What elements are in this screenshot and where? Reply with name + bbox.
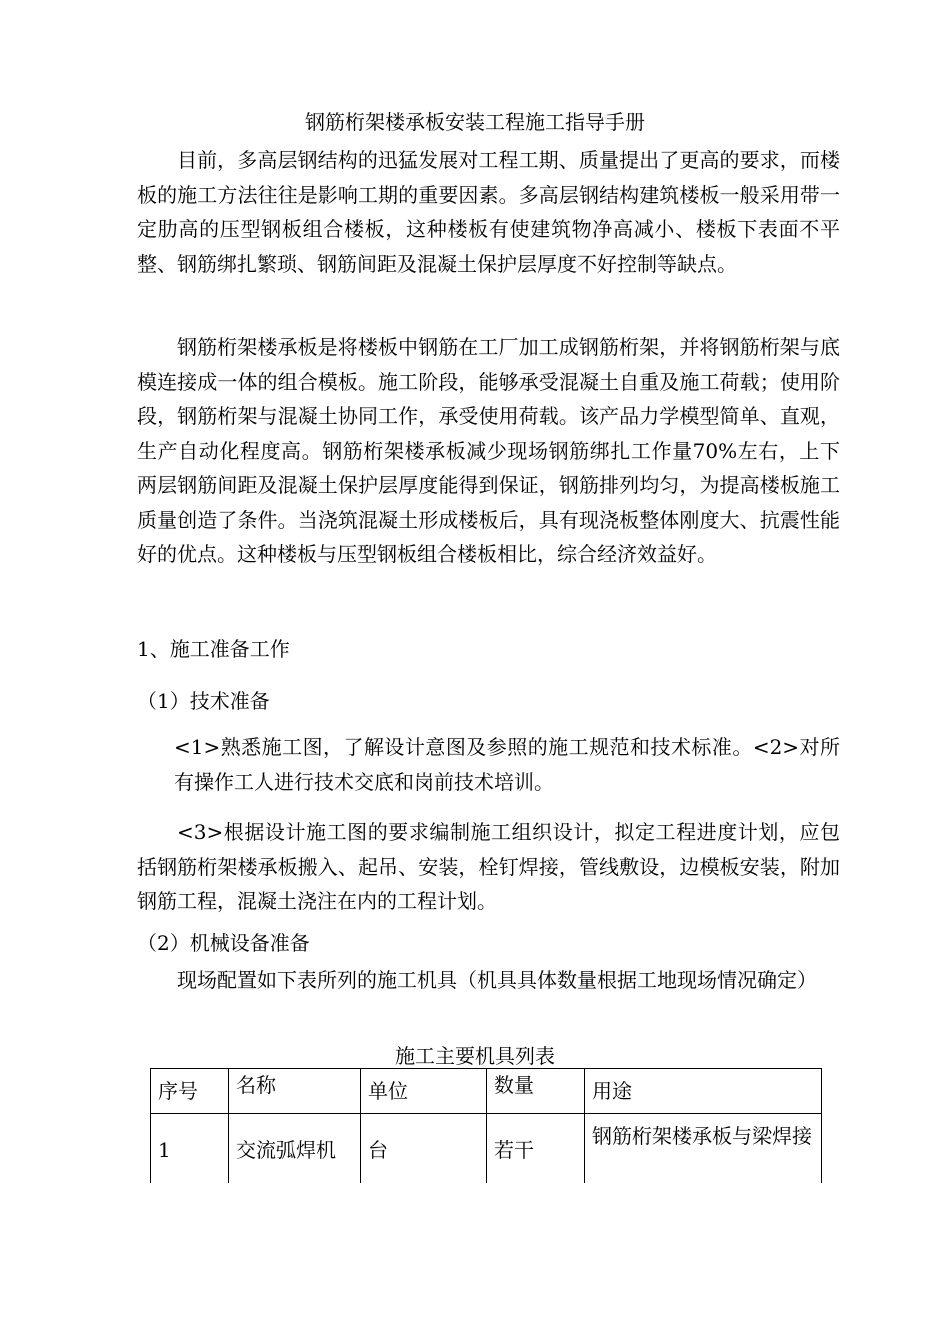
table-cell: 交流弧焊机 xyxy=(229,1114,361,1187)
table-header-row xyxy=(151,1069,822,1114)
table-cell: 钢筋桁架楼承板与梁焊接 xyxy=(585,1114,822,1187)
table-cell: 若干 xyxy=(487,1114,585,1187)
table-header-cell: 单位 xyxy=(361,1069,487,1114)
tools-table xyxy=(150,1068,822,1187)
table-row xyxy=(151,1114,822,1187)
table-header-cell: 名称 xyxy=(229,1069,361,1114)
tech-prep-item-3: <3>根据设计施工图的要求编制施工组织设计，拟定工程进度计划，应包括钢筋桁架楼承板搬入、起吊、安装，栓钉焊接，管线敷设，边模板安装，附加钢筋工程，混凝土浇注在内的工程计划。 xyxy=(137,820,840,913)
table-header-cell: 数量 xyxy=(487,1069,585,1114)
intro-paragraph-1: 目前，多高层钢结构的迅猛发展对工程工期、质量提出了更高的要求，而楼板的施工方法往往是影响工期的重要因素。多高层钢结构建筑楼板一般采用带一定肋高的压型钢板组合楼板，这种楼板有使建筑物净高减小、楼板下表面不平整、钢筋绑扎繁琐、钢筋间距及混凝土保护层厚度不好控制等缺点。 xyxy=(137,148,840,276)
document-title: 钢筋桁架楼承板安装工程施工指导手册 xyxy=(305,110,645,134)
table-cell: 1 xyxy=(151,1114,229,1187)
page-bottom-margin xyxy=(0,1183,950,1318)
table-caption: 施工主要机具列表 xyxy=(395,1044,555,1068)
subheading-tech-prep: （1）技术准备 xyxy=(137,689,270,713)
table-header-cell: 用途 xyxy=(585,1069,822,1114)
intro-paragraph-2: 钢筋桁架楼承板是将楼板中钢筋在工厂加工成钢筋桁架，并将钢筋桁架与底模连接成一体的组合模板。施工阶段，能够承受混凝土自重及施工荷载；使用阶段，钢筋桁架与混凝土协同工作，承受使用荷载。该产品力学模型简单、直观，生产自动化程度高。钢筋桁架楼承板减少现场钢筋绑扎工作量70%左右，上下两层钢筋间距及混凝土保护层厚度能得到保证，钢筋排列均匀，为提高楼板施工质量创造了条件。当浇筑混凝土形成楼板后，具有现浇板整体刚度大、抗震性能好的优点。这种楼板与压型钢板组合楼板相比，综合经济效益好。 xyxy=(137,335,840,566)
table-cell: 台 xyxy=(361,1114,487,1187)
equipment-intro: 现场配置如下表所列的施工机具（机具具体数量根据工地现场情况确定） xyxy=(177,968,817,992)
table-header-cell: 序号 xyxy=(151,1069,229,1114)
section-heading-preparation: 1、施工准备工作 xyxy=(137,637,290,661)
subheading-equipment-prep: （2）机械设备准备 xyxy=(137,931,310,955)
tech-prep-items-1-2: <1>熟悉施工图，了解设计意图及参照的施工规范和技术标准。<2>对所有操作工人进行技术交底和岗前技术培训。 xyxy=(174,735,840,794)
